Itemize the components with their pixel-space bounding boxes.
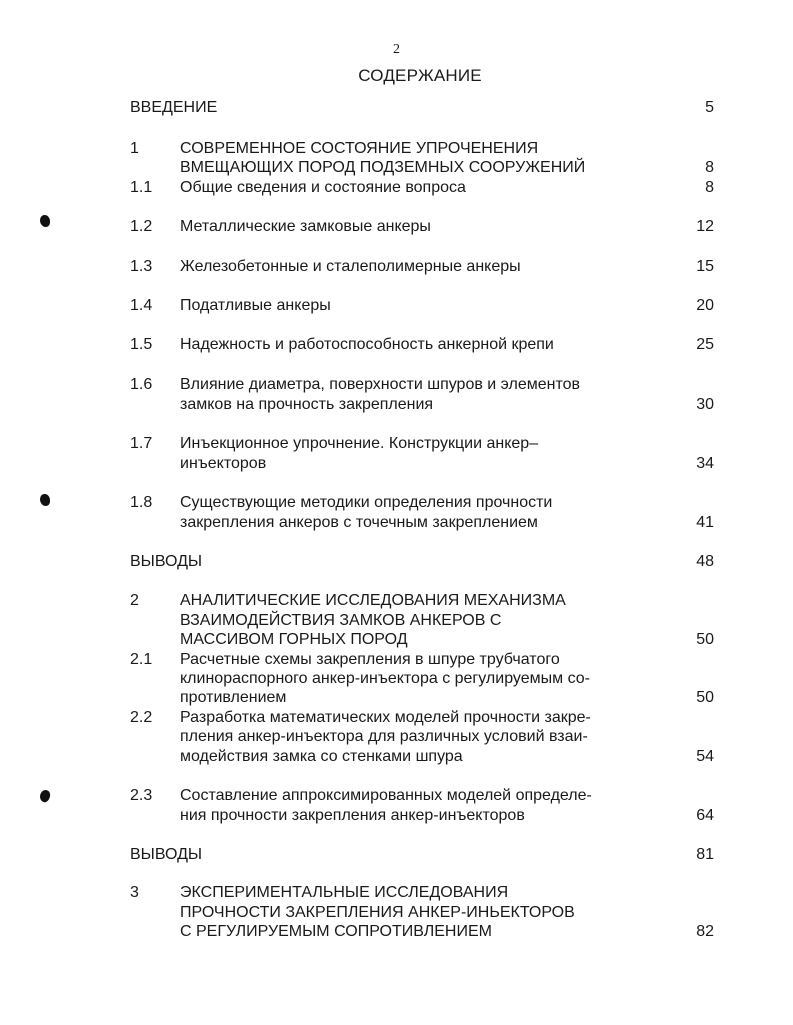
toc-s2-line3: МАССИВОМ ГОРНЫХ ПОРОД	[180, 631, 408, 648]
toc-s1-4-number: 1.4	[130, 297, 153, 314]
toc-s1-number: 1	[130, 140, 139, 157]
ink-blot	[40, 494, 50, 506]
toc-intro-label: ВВЕДЕНИЕ	[130, 99, 218, 116]
toc-s2-3-line2: ния прочности закрепления анкер-инъекторов	[180, 807, 525, 824]
toc-s1-4-page: 20	[696, 297, 714, 314]
toc-s2-1-line1: Расчетные схемы закрепления в шпуре трубчатого	[180, 651, 560, 668]
toc-conclusions-2-label: ВЫВОДЫ	[130, 846, 203, 863]
ink-blot	[38, 788, 53, 803]
toc-s1-2-page: 12	[696, 218, 714, 235]
toc-s1-1-page: 8	[705, 179, 714, 196]
toc-s3-number: 3	[130, 884, 139, 901]
toc-s1-3-line1: Железобетонные и сталеполимерные анкеры	[180, 258, 521, 275]
page-title: СОДЕРЖАНИЕ	[358, 66, 482, 85]
toc-s2-number: 2	[130, 592, 139, 609]
toc-s1-7-line2: инъекторов	[180, 455, 267, 472]
toc-s1-3-page: 15	[696, 258, 714, 275]
toc-s3-line3: С РЕГУЛИРУЕМЫМ СОПРОТИВЛЕНИЕМ	[180, 923, 492, 940]
toc-s3-page: 82	[696, 923, 714, 940]
toc-s1-2-number: 1.2	[130, 218, 153, 235]
toc-s1-5-line1: Надежность и работоспособность анкерной крепи	[180, 336, 554, 353]
toc-s1-6-line2: замков на прочность закрепления	[180, 396, 434, 413]
ink-blot	[40, 215, 50, 227]
toc-s2-3-number: 2.3	[130, 787, 153, 804]
toc-s1-6-page: 30	[696, 396, 714, 413]
toc-s2-line2: ВЗАИМОДЕЙСТВИЯ ЗАМКОВ АНКЕРОВ С	[180, 612, 502, 629]
toc-s1-7-page: 34	[696, 455, 714, 472]
toc-s2-1-number: 2.1	[130, 651, 153, 668]
toc-s2-2-line2: пления анкер-инъектора для различных условий взаи-	[180, 728, 588, 745]
toc-s1-4-line1: Податливые анкеры	[180, 297, 331, 314]
toc-s2-3-line1: Составление аппроксимированных моделей определе-	[180, 787, 592, 804]
toc-s1-5-number: 1.5	[130, 336, 153, 353]
toc-conclusions-1-page: 48	[696, 553, 714, 570]
toc-s3-line1: ЭКСПЕРИМЕНТАЛЬНЫЕ ИССЛЕДОВАНИЯ	[180, 884, 509, 901]
toc-s2-2-line3: модействия замка со стенками шпура	[180, 748, 463, 765]
toc-s1-8-line1: Существующие методики определения прочности	[180, 494, 553, 511]
toc-s1-8-line2: закрепления анкеров с точечным закреплением	[180, 514, 538, 531]
toc-s1-line1: СОВРЕМЕННОЕ СОСТОЯНИЕ УПРОЧЕНЕНИЯ	[180, 140, 539, 157]
toc-s2-1-line2: клинораспорного анкер-инъектора с регулируемым со-	[180, 670, 590, 687]
toc-intro-page: 5	[705, 99, 714, 116]
toc-s1-2-line1: Металлические замковые анкеры	[180, 218, 431, 235]
toc-conclusions-1-label: ВЫВОДЫ	[130, 553, 203, 570]
page-number: 2	[393, 42, 400, 57]
toc-s2-2-page: 54	[696, 748, 714, 765]
toc-s2-3-page: 64	[696, 807, 714, 824]
toc-s2-line1: АНАЛИТИЧЕСКИЕ ИССЛЕДОВАНИЯ МЕХАНИЗМА	[180, 592, 566, 609]
toc-s1-6-line1: Влияние диаметра, поверхности шпуров и элементов	[180, 376, 580, 393]
toc-s1-8-number: 1.8	[130, 494, 153, 511]
toc-s1-6-number: 1.6	[130, 376, 153, 393]
toc-s1-page: 8	[705, 159, 714, 176]
toc-s1-7-number: 1.7	[130, 435, 153, 452]
toc-s1-5-page: 25	[696, 336, 714, 353]
toc-s1-7-line1: Инъекционное упрочнение. Конструкции анкер–	[180, 435, 539, 452]
toc-s2-2-number: 2.2	[130, 709, 153, 726]
toc-s1-3-number: 1.3	[130, 258, 153, 275]
toc-s1-1-number: 1.1	[130, 179, 153, 196]
toc-s2-2-line1: Разработка математических моделей прочности закре-	[180, 709, 591, 726]
toc-s2-1-page: 50	[696, 689, 714, 706]
toc-s2-1-line3: противлением	[180, 689, 287, 706]
toc-s3-line2: ПРОЧНОСТИ ЗАКРЕПЛЕНИЯ АНКЕР-ИНЬЕКТОРОВ	[180, 904, 575, 921]
toc-s1-1-line1: Общие сведения и состояние вопроса	[180, 179, 466, 196]
toc-s1-line2: ВМЕЩАЮЩИХ ПОРОД ПОДЗЕМНЫХ СООРУЖЕНИЙ	[180, 159, 586, 176]
toc-s2-page: 50	[696, 631, 714, 648]
toc-s1-8-page: 41	[696, 514, 714, 531]
toc-conclusions-2-page: 81	[696, 846, 714, 863]
